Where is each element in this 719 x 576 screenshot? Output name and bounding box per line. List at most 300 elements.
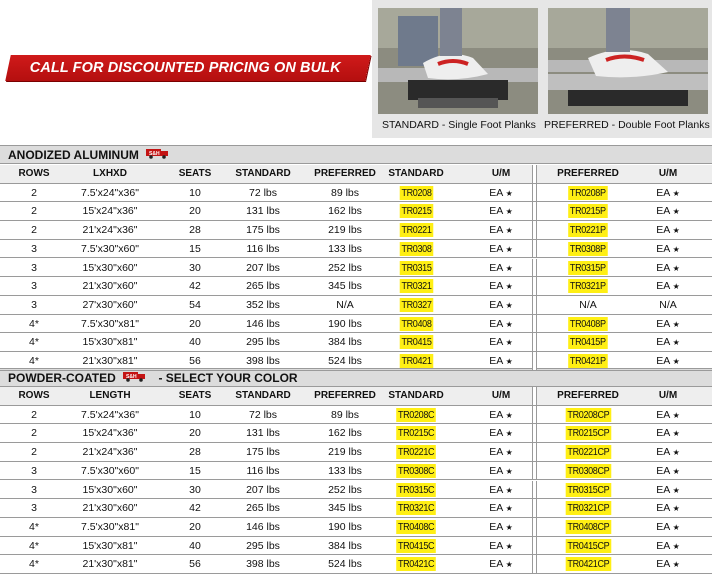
- cell-pref_code: [550, 462, 626, 480]
- unit-label: EA: [489, 355, 503, 367]
- cell-std_code: [380, 518, 452, 536]
- item-code[interactable]: TR0327: [400, 298, 432, 311]
- item-code[interactable]: TR0421P: [570, 355, 606, 367]
- table-row: [0, 443, 712, 462]
- star-icon: ★: [505, 466, 513, 476]
- cell-pref: 345 lbs: [328, 280, 362, 293]
- item-code[interactable]: TR0315CP: [567, 483, 609, 496]
- cell-lxhxd: 21'x24"x36": [82, 224, 138, 237]
- cell-um1: [484, 406, 518, 424]
- item-code[interactable]: TR0208: [400, 186, 432, 199]
- unit-label: EA: [489, 446, 503, 459]
- column-separator: [532, 333, 537, 351]
- cell-seats: 40: [189, 539, 201, 552]
- cell-seats: 20: [189, 520, 201, 533]
- cell-pref_code: [550, 537, 626, 555]
- item-code[interactable]: TR0415C: [397, 539, 435, 552]
- cell-std: 116 lbs: [246, 242, 280, 255]
- item-code[interactable]: TR0408: [400, 317, 432, 330]
- item-code[interactable]: TR0321P: [570, 280, 606, 293]
- cell-rows: 2: [31, 186, 37, 199]
- star-icon: ★: [672, 226, 680, 236]
- cell-pref: 162 lbs: [328, 427, 362, 440]
- table-row: [0, 184, 712, 203]
- cell-std_code: [380, 221, 452, 239]
- cell-std: 398 lbs: [246, 355, 280, 367]
- star-icon: ★: [505, 448, 513, 458]
- item-code[interactable]: TR0415CP: [567, 539, 609, 552]
- anodized-aluminum-header: [0, 145, 712, 164]
- cell-std_code: [380, 277, 452, 295]
- item-code[interactable]: TR0208CP: [567, 408, 609, 421]
- column-separator: [532, 259, 537, 277]
- star-icon: ★: [672, 560, 680, 570]
- unit-label: EA: [656, 242, 670, 255]
- cell-rows: 3: [31, 261, 37, 274]
- item-code[interactable]: TR0221P: [570, 224, 606, 237]
- cell-um1: [484, 424, 518, 442]
- cell-std: 116 lbs: [246, 464, 280, 477]
- unit-label: EA: [656, 483, 670, 496]
- cell-pref_code: [550, 333, 626, 351]
- cell-rows: 3: [31, 298, 37, 311]
- item-code[interactable]: TR0415: [400, 336, 432, 349]
- cell-um2: [648, 240, 688, 258]
- star-icon: ★: [672, 244, 680, 254]
- unit-label: EA: [489, 280, 503, 293]
- cell-std: 72 lbs: [248, 408, 278, 421]
- cell-seats: 28: [189, 446, 201, 459]
- column-separator: [532, 387, 537, 405]
- star-icon: ★: [672, 448, 680, 458]
- cell-pref: N/A: [336, 298, 354, 311]
- cell-lxhxd: 7.5'x30"x60": [81, 464, 139, 477]
- item-code[interactable]: TR0215P: [570, 205, 606, 218]
- cell-um2: [648, 352, 688, 370]
- cell-um2: [648, 406, 688, 424]
- star-icon: ★: [672, 188, 680, 198]
- cell-lxhxd: 21'x30"x81": [82, 355, 138, 367]
- unit-label: EA: [656, 520, 670, 533]
- cell-seats: 30: [189, 483, 201, 496]
- table-row: [0, 406, 712, 425]
- column-separator: [532, 352, 537, 370]
- unit-label: EA: [656, 336, 670, 349]
- star-icon: ★: [505, 357, 513, 366]
- bulk-order-banner-text: CALL FOR DISCOUNTED PRICING ON BULK ORDERS!: [29, 60, 341, 102]
- cell-um2: [648, 481, 688, 499]
- cell-um1: [484, 333, 518, 351]
- star-icon: ★: [672, 207, 680, 217]
- star-icon: ★: [505, 522, 513, 532]
- column-header-std_code: STANDARD: [388, 168, 444, 179]
- table-row: [0, 499, 712, 518]
- column-separator: [532, 462, 537, 480]
- cell-um2: [648, 333, 688, 351]
- unit-label: EA: [489, 298, 503, 311]
- unit-label: EA: [656, 205, 670, 218]
- cell-pref_code: [550, 277, 626, 295]
- star-icon: ★: [505, 560, 513, 570]
- truck-icon: [146, 146, 170, 165]
- unit-label: EA: [489, 205, 503, 218]
- standard-plank-photo: [378, 8, 538, 114]
- cell-pref_code: [550, 202, 626, 220]
- cell-std: 131 lbs: [246, 205, 280, 218]
- item-code[interactable]: TR0221C: [397, 446, 435, 459]
- cell-std: 72 lbs: [248, 186, 278, 199]
- star-icon: ★: [505, 244, 513, 254]
- cell-lxhxd: 15'x30"x60": [82, 261, 138, 274]
- item-code[interactable]: TR0215CP: [567, 427, 609, 440]
- cell-pref_code: [550, 221, 626, 239]
- cell-pref: 162 lbs: [328, 205, 362, 218]
- column-header-um1: U/M: [491, 390, 511, 401]
- cell-pref: 89 lbs: [330, 186, 360, 199]
- cell-std_code: [380, 240, 452, 258]
- item-code[interactable]: TR0321: [400, 280, 432, 293]
- cell-um2: [648, 499, 688, 517]
- column-separator: [532, 537, 537, 555]
- cell-um1: [484, 296, 518, 314]
- unit-label: EA: [489, 224, 503, 237]
- cell-um1: [484, 352, 518, 370]
- cell-um1: [484, 259, 518, 277]
- standard-photo-caption: STANDARD - Single Foot Planks: [382, 119, 536, 131]
- cell-rows: 2: [31, 446, 37, 459]
- cell-lxhxd: 15'x30"x81": [82, 336, 138, 349]
- unit-label: EA: [656, 539, 670, 552]
- item-code[interactable]: TR0315: [400, 261, 432, 274]
- cell-um1: [484, 277, 518, 295]
- unit-label: EA: [489, 520, 503, 533]
- unit-label: EA: [656, 224, 670, 237]
- item-code[interactable]: TR0208C: [397, 408, 435, 421]
- unit-label: EA: [489, 336, 503, 349]
- cell-std: 295 lbs: [246, 336, 280, 349]
- cell-pref_code: [550, 184, 626, 202]
- item-code[interactable]: TR0208P: [570, 186, 606, 199]
- cell-um2: [648, 518, 688, 536]
- cell-rows: 2: [31, 408, 37, 421]
- cell-pref: 384 lbs: [328, 539, 362, 552]
- truck-icon: [123, 369, 147, 388]
- column-separator: [532, 221, 537, 239]
- cell-pref: 524 lbs: [328, 558, 362, 571]
- cell-pref_code: [550, 499, 626, 517]
- cell-um1: [484, 221, 518, 239]
- unit-label: EA: [489, 464, 503, 477]
- cell-um1: [484, 499, 518, 517]
- cell-pref: 252 lbs: [328, 261, 362, 274]
- svg-text:S&H: S&H: [149, 151, 160, 158]
- column-separator: [532, 481, 537, 499]
- table-row: [0, 518, 712, 537]
- column-header-um1: U/M: [491, 168, 511, 179]
- item-code[interactable]: TR0315P: [570, 261, 606, 274]
- cell-um1: [484, 555, 518, 573]
- unit-label: EA: [489, 261, 503, 274]
- cell-std_code: [380, 481, 452, 499]
- table-row: [0, 555, 712, 574]
- cell-std_code: [380, 424, 452, 442]
- column-header-seats: SEATS: [178, 168, 212, 179]
- star-icon: ★: [505, 410, 513, 420]
- unit-label: EA: [489, 483, 503, 496]
- cell-std: 265 lbs: [246, 502, 280, 515]
- cell-std_code: [380, 315, 452, 333]
- cell-seats: 20: [189, 205, 201, 218]
- unit-label: EA: [656, 558, 670, 571]
- cell-std_code: [380, 555, 452, 573]
- cell-pref_code: N/A: [579, 298, 597, 311]
- cell-pref_code: [550, 481, 626, 499]
- cell-seats: 20: [189, 427, 201, 440]
- item-code[interactable]: TR0308P: [570, 242, 606, 255]
- item-code[interactable]: TR0421: [400, 355, 432, 367]
- column-header-seats: SEATS: [178, 390, 212, 401]
- cell-seats: 40: [189, 336, 201, 349]
- cell-lxhxd: 7.5'x30"x81": [81, 520, 139, 533]
- cell-um2: [648, 443, 688, 461]
- star-icon: ★: [505, 541, 513, 551]
- cell-um2: [648, 555, 688, 573]
- item-code[interactable]: TR0308: [400, 242, 432, 255]
- star-icon: ★: [505, 226, 513, 236]
- cell-rows: 4*: [29, 336, 39, 349]
- cell-lxhxd: 21'x24"x36": [82, 446, 138, 459]
- column-header-std_code: STANDARD: [388, 390, 444, 401]
- section-title: POWDER-COATED: [8, 371, 116, 385]
- unit-label: EA: [489, 427, 503, 440]
- cell-um1: [484, 315, 518, 333]
- column-header-row: [0, 165, 712, 184]
- cell-um2: [648, 184, 688, 202]
- svg-text:S&H: S&H: [126, 374, 137, 381]
- cell-std_code: [380, 406, 452, 424]
- item-code[interactable]: TR0321C: [397, 502, 435, 515]
- unit-label: EA: [489, 502, 503, 515]
- cell-um1: [484, 202, 518, 220]
- cell-pref_code: [550, 259, 626, 277]
- cell-seats: 20: [189, 317, 201, 330]
- cell-um2: [648, 462, 688, 480]
- cell-lxhxd: 7.5'x24"x36": [81, 408, 139, 421]
- table-row: [0, 537, 712, 556]
- column-header-std: STANDARD: [235, 390, 291, 401]
- item-code[interactable]: TR0321CP: [567, 502, 609, 515]
- cell-um2: [648, 315, 688, 333]
- column-header-pref_code: PREFERRED: [557, 390, 619, 401]
- star-icon: ★: [505, 188, 513, 198]
- cell-um2: [648, 277, 688, 295]
- cell-seats: 28: [189, 224, 201, 237]
- cell-um2: [648, 202, 688, 220]
- star-icon: ★: [505, 429, 513, 439]
- cell-lxhxd: 15'x24"x36": [82, 427, 138, 440]
- star-icon: ★: [672, 338, 680, 348]
- cell-um1: [484, 537, 518, 555]
- unit-label: EA: [656, 464, 670, 477]
- cell-um1: [484, 240, 518, 258]
- star-icon: ★: [672, 541, 680, 551]
- cell-std: 352 lbs: [246, 298, 280, 311]
- star-icon: ★: [672, 319, 680, 329]
- column-separator: [532, 315, 537, 333]
- item-code[interactable]: TR0308CP: [567, 464, 609, 477]
- table-row: [0, 333, 712, 352]
- column-header-rows: ROWS: [18, 168, 50, 179]
- cell-um2: N/A: [659, 298, 677, 311]
- unit-label: EA: [489, 539, 503, 552]
- item-code[interactable]: TR0315C: [397, 483, 435, 496]
- column-separator: [532, 165, 537, 183]
- cell-um2: [648, 424, 688, 442]
- cell-seats: 56: [189, 558, 201, 571]
- unit-label: EA: [489, 242, 503, 255]
- cell-rows: 3: [31, 464, 37, 477]
- column-header-lxhxd: LENGTH: [89, 390, 131, 401]
- cell-lxhxd: 7.5'x30"x60": [81, 242, 139, 255]
- column-separator: [532, 184, 537, 202]
- cell-lxhxd: 27'x30"x60": [82, 298, 138, 311]
- cell-rows: 3: [31, 483, 37, 496]
- cell-pref_code: [550, 315, 626, 333]
- cell-lxhxd: 15'x30"x81": [82, 539, 138, 552]
- star-icon: ★: [672, 429, 680, 439]
- item-code[interactable]: TR0408C: [397, 520, 435, 533]
- cell-std: 207 lbs: [246, 261, 280, 274]
- column-header-row: [0, 387, 712, 406]
- unit-label: EA: [656, 317, 670, 330]
- star-icon: ★: [672, 522, 680, 532]
- star-icon: ★: [672, 504, 680, 514]
- cell-std_code: [380, 333, 452, 351]
- column-header-lxhxd: LXHXD: [93, 168, 127, 179]
- unit-label: EA: [656, 261, 670, 274]
- cell-pref_code: [550, 555, 626, 573]
- cell-seats: 15: [189, 242, 201, 255]
- cell-std_code: [380, 184, 452, 202]
- column-separator: [532, 443, 537, 461]
- unit-label: EA: [656, 408, 670, 421]
- cell-seats: 10: [189, 186, 201, 199]
- item-code[interactable]: TR0421CP: [567, 558, 609, 571]
- table-row: [0, 277, 712, 296]
- item-code[interactable]: TR0215C: [397, 427, 435, 440]
- column-header-um2: U/M: [658, 168, 678, 179]
- cell-seats: 42: [189, 280, 201, 293]
- table-row: [0, 352, 712, 371]
- star-icon: ★: [672, 357, 680, 366]
- cell-seats: 56: [189, 355, 201, 367]
- cell-std_code: [380, 296, 452, 314]
- cell-um1: [484, 518, 518, 536]
- cell-std_code: [380, 352, 452, 370]
- unit-label: EA: [489, 317, 503, 330]
- cell-std: 295 lbs: [246, 539, 280, 552]
- cell-pref_code: [550, 240, 626, 258]
- table-row: [0, 296, 712, 315]
- item-code[interactable]: TR0415P: [570, 336, 606, 349]
- bulk-order-banner: [5, 55, 371, 102]
- cell-std: 207 lbs: [246, 483, 280, 496]
- cell-rows: 2: [31, 427, 37, 440]
- cell-pref: 133 lbs: [328, 242, 362, 255]
- column-separator: [532, 240, 537, 258]
- cell-seats: 54: [189, 298, 201, 311]
- star-icon: ★: [505, 263, 513, 273]
- item-code[interactable]: TR0221CP: [567, 446, 609, 459]
- cell-pref_code: [550, 518, 626, 536]
- item-code[interactable]: TR0221: [400, 224, 432, 237]
- item-code[interactable]: TR0215: [400, 205, 432, 218]
- cell-rows: 3: [31, 502, 37, 515]
- cell-seats: 30: [189, 261, 201, 274]
- unit-label: EA: [656, 427, 670, 440]
- cell-pref: 219 lbs: [328, 446, 362, 459]
- item-code[interactable]: TR0308C: [397, 464, 435, 477]
- item-code[interactable]: TR0421C: [397, 558, 435, 571]
- cell-um2: [648, 221, 688, 239]
- cell-um2: [648, 259, 688, 277]
- cell-std: 175 lbs: [246, 446, 280, 459]
- cell-seats: 15: [189, 464, 201, 477]
- star-icon: ★: [505, 338, 513, 348]
- cell-pref_code: [550, 406, 626, 424]
- table-row: [0, 202, 712, 221]
- cell-lxhxd: 21'x30"x60": [82, 502, 138, 515]
- item-code[interactable]: TR0408CP: [567, 520, 609, 533]
- cell-um1: [484, 462, 518, 480]
- cell-pref: 345 lbs: [328, 502, 362, 515]
- item-code[interactable]: TR0408P: [570, 317, 606, 330]
- cell-um1: [484, 443, 518, 461]
- star-icon: ★: [505, 319, 513, 329]
- cell-seats: 10: [189, 408, 201, 421]
- section-title: ANODIZED ALUMINUM: [8, 148, 139, 162]
- unit-label: EA: [656, 446, 670, 459]
- photo-panel: [372, 0, 712, 138]
- column-header-std: STANDARD: [235, 168, 291, 179]
- cell-pref: 252 lbs: [328, 483, 362, 496]
- column-separator: [532, 296, 537, 314]
- cell-pref: 384 lbs: [328, 336, 362, 349]
- cell-rows: 4*: [29, 355, 39, 367]
- column-header-pref: PREFERRED: [314, 168, 376, 179]
- unit-label: EA: [489, 558, 503, 571]
- table-row: [0, 315, 712, 334]
- cell-std_code: [380, 499, 452, 517]
- cell-lxhxd: 7.5'x24"x36": [81, 186, 139, 199]
- table-row: [0, 424, 712, 443]
- star-icon: ★: [505, 207, 513, 217]
- cell-rows: 4*: [29, 317, 39, 330]
- column-separator: [532, 555, 537, 573]
- section-subtitle: - SELECT YOUR COLOR: [158, 371, 298, 385]
- cell-um1: [484, 481, 518, 499]
- cell-std: 146 lbs: [246, 317, 280, 330]
- column-header-rows: ROWS: [18, 390, 50, 401]
- star-icon: ★: [505, 282, 513, 292]
- unit-label: EA: [656, 280, 670, 293]
- cell-rows: 4*: [29, 539, 39, 552]
- cell-std: 265 lbs: [246, 280, 280, 293]
- cell-pref_code: [550, 424, 626, 442]
- column-separator: [532, 424, 537, 442]
- cell-um2: [648, 537, 688, 555]
- cell-std: 175 lbs: [246, 224, 280, 237]
